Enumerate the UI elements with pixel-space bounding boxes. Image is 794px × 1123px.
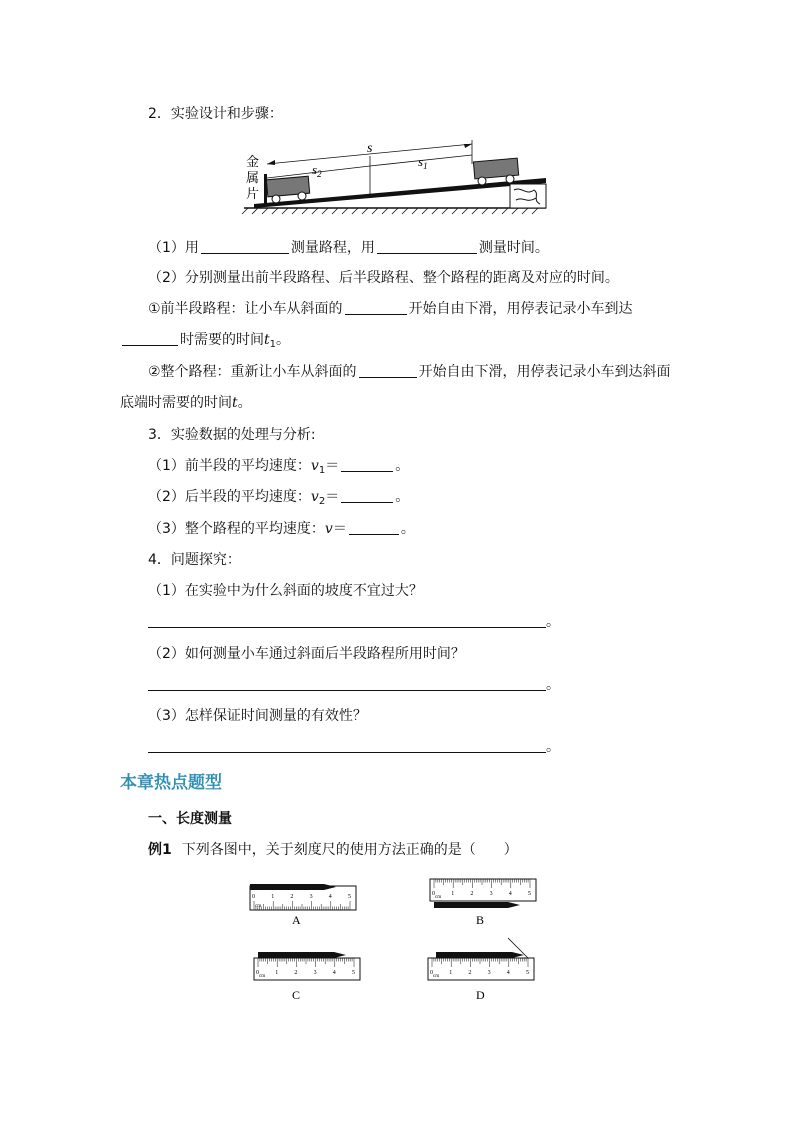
answer-line-1	[148, 612, 560, 632]
section-3-title: 3．实验数据的处理与分析:	[148, 427, 316, 443]
example-1-text: 下列各图中，关于刻度尺的使用方法正确的是（ ）	[181, 842, 518, 858]
question-3: （3）怎样保证时间测量的有效性？	[148, 708, 367, 724]
calc-2-eq: ＝	[325, 489, 340, 505]
blank-first-half-start[interactable]	[345, 300, 407, 315]
example-1	[148, 840, 518, 860]
calc-2-end: 。	[395, 489, 410, 505]
var-v1: v	[310, 458, 319, 474]
ruler-tick-label: 1	[451, 891, 455, 897]
var-v: v	[324, 521, 333, 537]
blank-v[interactable]	[349, 520, 399, 535]
ruler-tick-label: 5	[352, 970, 355, 976]
ruler-tick-label: 2	[290, 894, 294, 900]
blank-length-tool[interactable]	[201, 239, 289, 254]
ruler-tick-label: 5	[528, 891, 531, 897]
step-1-text-b: 测量路程，用	[290, 240, 375, 256]
answer-line-3	[148, 737, 560, 757]
ruler-b-letter: B	[476, 913, 485, 927]
ruler-tick-label: 1	[271, 894, 275, 900]
ruler-tick-label: 2	[470, 891, 474, 897]
first-half-text-b: 开始自由下滑，用停表记录小车到达	[408, 301, 633, 317]
ruler-tick-label: 4	[328, 894, 332, 900]
ruler-tick-label: 5	[526, 970, 529, 976]
label-metal-3: 片	[246, 186, 260, 201]
ruler-d	[428, 938, 534, 1002]
ruler-tick-label: 0	[256, 970, 259, 976]
answer-line-2	[148, 675, 560, 695]
calc-1-eq: ＝	[325, 458, 340, 474]
first-half-end: 。	[276, 332, 291, 348]
label-metal-2: 属	[246, 170, 260, 185]
step-1-text-a: （1）用	[148, 240, 199, 256]
step-2: （2）分别测量出前半段路程、后半段路程、整个路程的距离及对应的时间。	[148, 270, 619, 286]
label-s: s	[367, 141, 373, 156]
step-first-half-line1	[148, 299, 633, 319]
ruler-tick-label: 5	[348, 894, 351, 900]
ruler-c-letter: C	[292, 988, 301, 1002]
ruler-tick-label: 2	[468, 970, 472, 976]
blank-first-half-end[interactable]	[122, 331, 178, 346]
calc-1-text: （1）前半段的平均速度：	[148, 458, 311, 474]
incline-figure	[240, 138, 552, 218]
answer-2-period: 。	[546, 677, 560, 693]
step-whole-line1	[148, 362, 671, 382]
ruler-tick-label: 4	[332, 970, 336, 976]
ruler-tick-label: 4	[506, 970, 510, 976]
ruler-tick-label: 3	[489, 891, 493, 897]
whole-text-c: 底端时需要的时间	[120, 395, 232, 411]
blank-v1[interactable]	[341, 457, 393, 472]
ruler-b	[430, 879, 536, 927]
first-half-text-c: 时需要的时间	[180, 332, 264, 348]
calc-3	[148, 519, 415, 539]
calc-2-text: （2）后半段的平均速度：	[148, 489, 311, 505]
step-whole-line2	[120, 393, 252, 413]
answer-blank-2[interactable]	[148, 676, 546, 691]
question-2: （2）如何测量小车通过斜面后半段路程所用时间？	[148, 646, 465, 662]
step-first-half-line2	[120, 330, 290, 355]
ruler-tick-label: 4	[508, 891, 512, 897]
whole-end: 。	[237, 395, 252, 411]
ruler-a	[250, 884, 356, 927]
rulers-figure	[240, 872, 550, 1012]
ruler-tick-label: 1	[275, 970, 279, 976]
example-1-label: 例1	[148, 842, 172, 858]
hot-topics-title: 本章热点题型	[120, 773, 222, 793]
var-v2: v	[310, 489, 319, 505]
step-1-text-c: 测量时间。	[478, 240, 549, 256]
var-t1-sub: 1	[269, 339, 277, 350]
var-v1-sub: 1	[318, 465, 326, 476]
ruler-tick-label: 0	[252, 894, 255, 900]
first-half-text-a: ①前半段路程：让小车从斜面的	[148, 301, 343, 317]
calc-2	[148, 487, 409, 512]
ruler-d-unit: cm	[433, 974, 440, 979]
sub-title-length: 一、长度测量	[148, 811, 232, 827]
ruler-tick-label: 0	[432, 891, 435, 897]
blank-time-tool[interactable]	[377, 239, 477, 254]
label-metal-1: 金	[246, 154, 260, 169]
calc-3-text: （3）整个路程的平均速度：	[148, 521, 325, 537]
section-2-title: 2．实验设计和步骤：	[148, 106, 283, 122]
answer-blank-3[interactable]	[148, 738, 546, 753]
blank-v2[interactable]	[341, 488, 393, 503]
var-t: t	[232, 395, 238, 411]
ruler-tick-label: 0	[430, 970, 433, 976]
step-1	[148, 238, 549, 258]
ruler-c-unit: cm	[259, 974, 266, 979]
ruler-tick-label: 3	[487, 970, 491, 976]
ruler-a-unit: cm	[255, 904, 262, 909]
calc-1	[148, 456, 409, 481]
ruler-tick-label: 3	[309, 894, 313, 900]
calc-3-eq: ＝	[332, 521, 347, 537]
blank-whole-start[interactable]	[359, 363, 417, 378]
var-t1: t	[264, 332, 270, 348]
whole-text-a: ②整个路程：重新让小车从斜面的	[148, 364, 357, 380]
whole-text-b: 开始自由下滑，用停表记录小车到达斜面	[418, 364, 671, 380]
calc-3-end: 。	[400, 521, 415, 537]
answer-1-period: 。	[546, 614, 560, 630]
ruler-tick-label: 3	[313, 970, 317, 976]
calc-1-end: 。	[395, 458, 410, 474]
ruler-b-unit: cm	[435, 895, 442, 900]
ruler-a-letter: A	[292, 913, 301, 927]
label-s2: $s_2$	[312, 162, 322, 179]
ruler-tick-label: 1	[449, 970, 453, 976]
label-s1: $s_1$	[418, 154, 428, 171]
question-1: （1）在实验中为什么斜面的坡度不宜过大？	[148, 583, 423, 599]
ruler-d-letter: D	[476, 988, 485, 1002]
section-4-title: 4．问题探究：	[148, 552, 241, 568]
var-v2-sub: 2	[318, 496, 326, 507]
ruler-tick-label: 2	[294, 970, 298, 976]
answer-3-period: 。	[546, 739, 560, 755]
ruler-c	[254, 952, 360, 1002]
answer-blank-1[interactable]	[148, 613, 546, 628]
